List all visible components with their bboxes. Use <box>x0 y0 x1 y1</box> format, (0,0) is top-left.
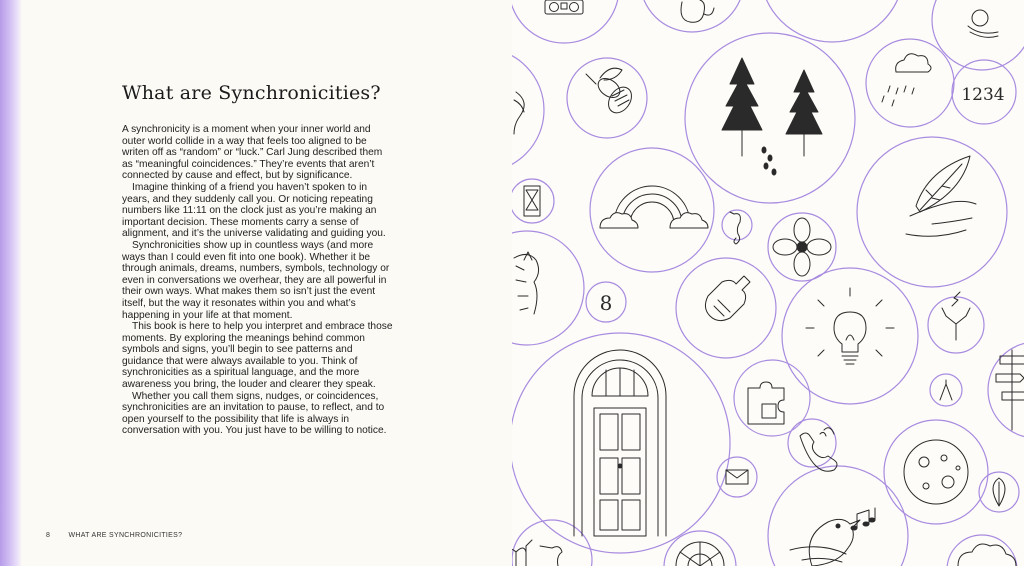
tiger-icon <box>514 252 539 314</box>
feather-hand-icon <box>906 156 976 236</box>
paragraph-4: This book is here to help you interpret and embrace those moments. By exploring the meanings behind common symbols and signs, you’ll begin to see patterns and guidance that were always available to you. Think of synchronicities as a spiritual language, and the more awareness you bring, the louder and clearer they speak. <box>122 321 393 391</box>
body-text <box>122 124 394 437</box>
rain-cloud-icon <box>882 54 931 106</box>
symbol-circles-illustration <box>512 0 1024 566</box>
door-icon <box>574 350 666 536</box>
running-footer: WHAT ARE SYNCHRONICITIES? <box>68 532 183 539</box>
full-moon-icon <box>904 440 968 504</box>
wishbone-icon <box>940 380 952 400</box>
message-bottle-icon <box>705 276 750 321</box>
pine-trees-icon <box>722 58 822 156</box>
rainbow-icon <box>600 186 708 228</box>
heron-icon <box>540 546 562 566</box>
music-notes-icon <box>851 508 875 530</box>
lightbulb-icon <box>806 288 894 364</box>
illustration-page <box>512 0 1024 566</box>
phone-icon <box>800 428 837 472</box>
leaf-icon <box>993 478 1005 506</box>
paragraph-1: A synchronicity is a moment when your inner world and outer world collide in a way that feels too aligned to be writen off as “random” or “luck.” Carl Jung described them as “meaningful coincidences.” They’re events that aren’t connected by cause and effect, but by significance. <box>122 124 383 182</box>
orchid-icon <box>773 218 831 276</box>
page-footer <box>46 532 182 539</box>
paragraph-5: Whether you call them signs, nudges, or coincidences, synchronicities are an invitation to pause, to reflect, and to open yourself to the possibility that life is always in conversation with you. You just have to be willing to notice. <box>122 390 387 437</box>
envelope-icon <box>726 470 748 484</box>
boombox-icon <box>545 0 583 14</box>
bird-icon <box>790 519 860 566</box>
footprints-icon <box>762 147 776 175</box>
signpost-icon <box>996 350 1024 430</box>
paragraph-3: Synchronicities show up in countless ways (and more ways than I could even fit into one book). Whether it be through animals, dreams, numbers, symbols, technology or even in conversations we overhear, they are all powerful in their own ways. What makes them so isn’t just the event itself, but the way it resonates within you and what’s happening in your life at that moment. <box>122 239 390 321</box>
fish-hook-icon <box>514 92 524 134</box>
number-eight-label: 8 <box>599 291 613 315</box>
page-number: 8 <box>46 532 51 539</box>
bee-icon <box>586 68 636 117</box>
hourglass-icon <box>524 186 540 216</box>
page-edge-gradient <box>0 0 22 566</box>
cloud-icon <box>958 544 1016 566</box>
circle-frames <box>512 0 1024 566</box>
puzzle-icon <box>748 382 784 424</box>
page-title: What are Synchronicities? <box>122 82 381 104</box>
sleeping-figure-icon <box>968 10 998 37</box>
cat-icon <box>681 0 714 22</box>
repeating-number-label: 1234 <box>961 85 1005 105</box>
dreamcatcher-icon <box>676 542 724 566</box>
paragraph-2: Imagine thinking of a friend you haven’t spoken to in years, and they suddenly call you. Or noticing repeating numbers like 11:11 on the clock just as you’re making an important decision. These moments carry a sense of alignment, and it’s the universe validating and guiding you. <box>122 181 386 240</box>
